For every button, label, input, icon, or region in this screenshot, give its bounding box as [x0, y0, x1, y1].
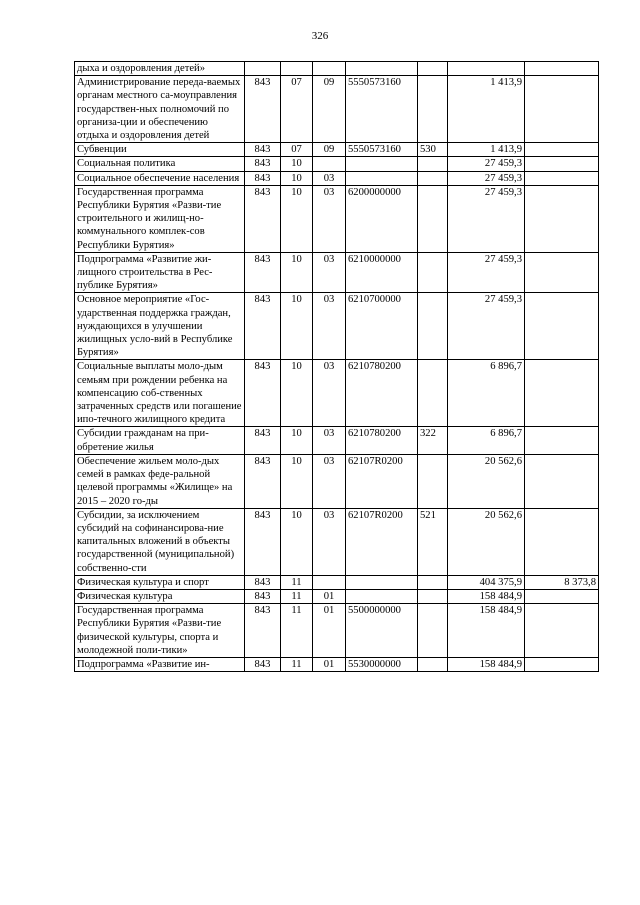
budget-table [74, 61, 599, 672]
table-row [75, 454, 599, 508]
cell-amount-2 [525, 76, 599, 143]
cell-target-article [346, 62, 418, 76]
cell-amount-2 [525, 157, 599, 171]
cell-admin-code: 843 [245, 657, 281, 671]
cell-section: 10 [281, 427, 313, 454]
table-row [75, 604, 599, 658]
cell-expense-type [418, 454, 448, 508]
cell-admin-code: 843 [245, 171, 281, 185]
cell-name: дыха и оздоровления детей» [75, 62, 245, 76]
cell-amount: 27 459,3 [448, 171, 525, 185]
cell-amount [448, 62, 525, 76]
cell-expense-type: 521 [418, 508, 448, 575]
cell-amount-2 [525, 454, 599, 508]
table-row [75, 508, 599, 575]
cell-section [281, 62, 313, 76]
cell-name: Подпрограмма «Развитие ин- [75, 657, 245, 671]
cell-name: Социальное обеспечение населения [75, 171, 245, 185]
cell-expense-type [418, 171, 448, 185]
cell-amount: 27 459,3 [448, 185, 525, 252]
cell-admin-code: 843 [245, 589, 281, 603]
cell-name: Субсидии, за исключением субсидий на софинансирова-ние капитальных вложений в объекты государственной (муниципальной) собственно-сти [75, 508, 245, 575]
page-number: 326 [311, 30, 329, 42]
cell-target-article: 6210700000 [346, 293, 418, 360]
cell-section: 11 [281, 589, 313, 603]
cell-admin-code: 843 [245, 252, 281, 293]
cell-admin-code: 843 [245, 454, 281, 508]
cell-name: Администрирование переда-ваемых органам местного са-моуправления государствен-ных полномочий по организа-ции и обеспечению отдыха и оздоровления детей [75, 76, 245, 143]
cell-subsection [313, 575, 346, 589]
cell-name: Подпрограмма «Развитие жи-лищного строительства в Рес-публике Бурятия» [75, 252, 245, 293]
cell-amount: 158 484,9 [448, 657, 525, 671]
cell-subsection: 09 [313, 76, 346, 143]
cell-subsection: 03 [313, 185, 346, 252]
cell-admin-code: 843 [245, 508, 281, 575]
cell-name: Физическая культура и спорт [75, 575, 245, 589]
cell-subsection: 03 [313, 427, 346, 454]
cell-expense-type [418, 604, 448, 658]
cell-amount-2 [525, 657, 599, 671]
cell-subsection: 01 [313, 589, 346, 603]
cell-amount-2 [525, 360, 599, 427]
cell-expense-type [418, 360, 448, 427]
cell-name: Социальные выплаты моло-дым семьям при рождении ребенка на компенсацию соб-ственных затраченных средств или погашение ипо-течного жилищного кредита [75, 360, 245, 427]
cell-target-article: 62107R0200 [346, 454, 418, 508]
table-row [75, 293, 599, 360]
cell-amount-2 [525, 171, 599, 185]
table-row [75, 157, 599, 171]
table-row [75, 589, 599, 603]
table-row [75, 143, 599, 157]
cell-name: Социальная политика [75, 157, 245, 171]
cell-target-article: 62107R0200 [346, 508, 418, 575]
cell-amount: 158 484,9 [448, 604, 525, 658]
table-row [75, 185, 599, 252]
cell-admin-code: 843 [245, 360, 281, 427]
cell-amount-2 [525, 508, 599, 575]
cell-amount-2 [525, 252, 599, 293]
cell-amount-2 [525, 589, 599, 603]
cell-expense-type [418, 157, 448, 171]
table-row [75, 360, 599, 427]
cell-target-article: 6200000000 [346, 185, 418, 252]
cell-admin-code: 843 [245, 185, 281, 252]
cell-section: 10 [281, 157, 313, 171]
cell-amount-2 [525, 143, 599, 157]
cell-target-article [346, 589, 418, 603]
cell-admin-code [245, 62, 281, 76]
cell-amount-2: 8 373,8 [525, 575, 599, 589]
cell-name: Субсидии гражданам на при-обретение жилья [75, 427, 245, 454]
cell-name: Государственная программа Республики Бурятия «Разви-тие физической культуры, спорта и молодежной поли-тики» [75, 604, 245, 658]
cell-expense-type [418, 185, 448, 252]
cell-amount: 20 562,6 [448, 508, 525, 575]
cell-amount: 6 896,7 [448, 360, 525, 427]
cell-expense-type: 322 [418, 427, 448, 454]
cell-section: 11 [281, 657, 313, 671]
cell-subsection: 01 [313, 657, 346, 671]
table-row [75, 62, 599, 76]
cell-amount: 27 459,3 [448, 157, 525, 171]
cell-section: 11 [281, 575, 313, 589]
cell-target-article: 6210000000 [346, 252, 418, 293]
cell-target-article: 5530000000 [346, 657, 418, 671]
table-row [75, 76, 599, 143]
cell-subsection: 09 [313, 143, 346, 157]
cell-section: 10 [281, 360, 313, 427]
cell-target-article: 5550573160 [346, 76, 418, 143]
table-row [75, 657, 599, 671]
cell-amount-2 [525, 604, 599, 658]
cell-target-article [346, 157, 418, 171]
cell-section: 10 [281, 171, 313, 185]
cell-subsection: 03 [313, 252, 346, 293]
cell-target-article: 6210780200 [346, 360, 418, 427]
cell-target-article [346, 575, 418, 589]
cell-admin-code: 843 [245, 293, 281, 360]
cell-amount-2 [525, 62, 599, 76]
cell-expense-type [418, 62, 448, 76]
cell-amount-2 [525, 293, 599, 360]
cell-section: 10 [281, 293, 313, 360]
cell-amount: 27 459,3 [448, 252, 525, 293]
cell-subsection: 03 [313, 454, 346, 508]
cell-expense-type [418, 252, 448, 293]
cell-subsection [313, 62, 346, 76]
cell-name: Государственная программа Республики Бурятия «Разви-тие строительного и жилищ-но-коммунального комплек-сов Республики Бурятия» [75, 185, 245, 252]
table-row [75, 427, 599, 454]
cell-section: 11 [281, 604, 313, 658]
cell-name: Основное мероприятие «Гос-ударственная поддержка граждан, нуждающихся в улучшении жилищных усло-вий в Республике Бурятия» [75, 293, 245, 360]
table-row [75, 171, 599, 185]
cell-admin-code: 843 [245, 143, 281, 157]
cell-section: 10 [281, 454, 313, 508]
cell-name: Физическая культура [75, 589, 245, 603]
cell-amount: 20 562,6 [448, 454, 525, 508]
cell-amount-2 [525, 185, 599, 252]
cell-target-article: 5500000000 [346, 604, 418, 658]
cell-amount: 1 413,9 [448, 143, 525, 157]
cell-admin-code: 843 [245, 575, 281, 589]
cell-name: Субвенции [75, 143, 245, 157]
cell-section: 10 [281, 508, 313, 575]
cell-amount: 1 413,9 [448, 76, 525, 143]
cell-admin-code: 843 [245, 604, 281, 658]
cell-admin-code: 843 [245, 157, 281, 171]
cell-admin-code: 843 [245, 427, 281, 454]
cell-expense-type [418, 575, 448, 589]
cell-amount-2 [525, 427, 599, 454]
cell-target-article: 6210780200 [346, 427, 418, 454]
cell-subsection: 03 [313, 360, 346, 427]
cell-expense-type [418, 76, 448, 143]
cell-amount: 404 375,9 [448, 575, 525, 589]
cell-target-article: 5550573160 [346, 143, 418, 157]
cell-expense-type [418, 657, 448, 671]
table-row [75, 252, 599, 293]
cell-admin-code: 843 [245, 76, 281, 143]
cell-subsection [313, 157, 346, 171]
table-row [75, 575, 599, 589]
cell-expense-type [418, 589, 448, 603]
cell-subsection: 03 [313, 171, 346, 185]
cell-subsection: 01 [313, 604, 346, 658]
cell-amount: 27 459,3 [448, 293, 525, 360]
cell-expense-type: 530 [418, 143, 448, 157]
cell-subsection: 03 [313, 293, 346, 360]
cell-section: 07 [281, 143, 313, 157]
cell-name: Обеспечение жильем моло-дых семей в рамках феде-ральной целевой программы «Жилище» на 2015 – 2020 го-ды [75, 454, 245, 508]
cell-expense-type [418, 293, 448, 360]
cell-section: 10 [281, 252, 313, 293]
cell-amount: 158 484,9 [448, 589, 525, 603]
cell-section: 07 [281, 76, 313, 143]
cell-subsection: 03 [313, 508, 346, 575]
cell-amount: 6 896,7 [448, 427, 525, 454]
cell-section: 10 [281, 185, 313, 252]
cell-target-article [346, 171, 418, 185]
